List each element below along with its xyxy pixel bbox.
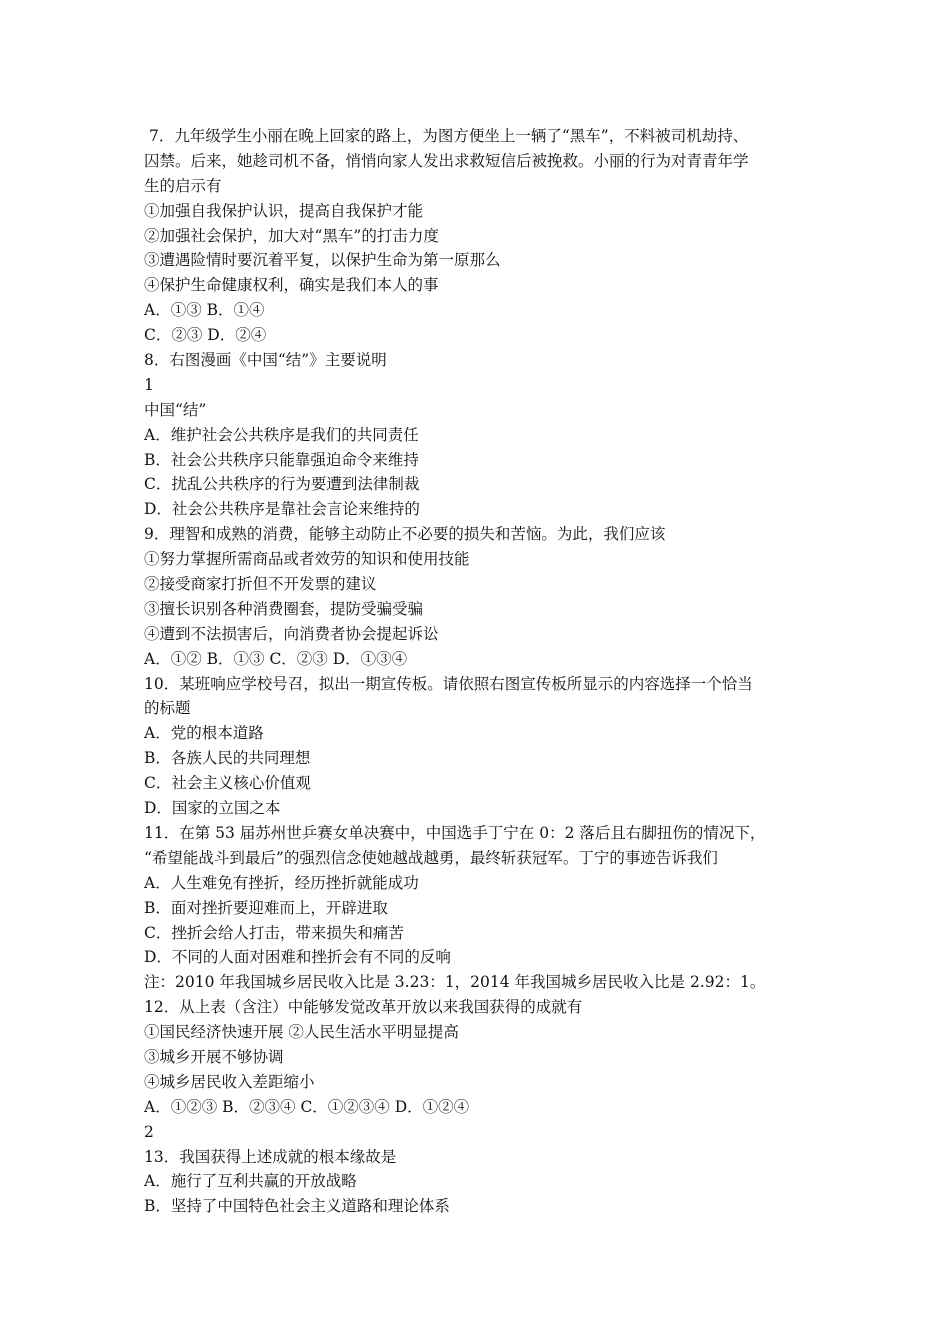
q10-option-b: B．各族人民的共同理想 (144, 749, 311, 768)
q12-item-3: ③城乡开展不够协调 (144, 1047, 284, 1066)
q10-option-a: A．党的根本道路 (144, 724, 264, 743)
q13-stem: 13．我国获得上述成就的根本缘故是 (144, 1147, 397, 1166)
q11-option-d: D．不同的人面对困难和挫折会有不同的反响 (144, 948, 451, 967)
q13-option-a: A．施行了互利共赢的开放战略 (144, 1172, 357, 1191)
q9-item-3: ③擅长识别各种消费圈套，提防受骗受骗 (144, 599, 424, 618)
q7-item-4: ④保护生命健康权利，确实是我们本人的事 (144, 276, 439, 295)
q11-stem-line-1: 11．在第 53 届苏州世乒赛女单决赛中，中国选手丁宁在 0：2 落后且右脚扭伤的情况下， (144, 823, 766, 842)
q11-option-c: C．挫折会给人打击，带来损失和痛苦 (144, 923, 404, 942)
q13-option-b: B．坚持了中国特色社会主义道路和理论体系 (144, 1197, 450, 1216)
q8-option-a: A．维护社会公共秩序是我们的共同责任 (144, 425, 419, 444)
q8-option-c: C．扰乱公共秩序的行为要遭到法律制裁 (144, 475, 420, 494)
page-number: 2 (144, 1122, 154, 1141)
q7-options-ab: A．①③ B．①④ (144, 301, 265, 320)
q7-options-cd: C．②③ D．②④ (144, 326, 267, 345)
q10-stem-line-2: 的标题 (144, 699, 191, 718)
document-body (144, 124, 824, 1219)
q7-stem-line-1: 7．九年级学生小丽在晚上回家的路上，为图方便坐上一辆了“黑车”，不料被司机劫持、 (149, 127, 749, 145)
q12-options: A．①②③ B．②③④ C．①②③④ D．①②④ (144, 1097, 470, 1116)
q12-stem: 12．从上表（含注）中能够发觉改革开放以来我国获得的成就有 (144, 998, 583, 1017)
q9-options: A．①② B．①③ C．②③ D．①③④ (144, 649, 408, 668)
table-note: 注：2010 年我国城乡居民收入比是 3.23：1，2014 年我国城乡居民收入比是 2.92：1。 (144, 973, 766, 992)
q10-stem-line-1: 10．某班响应学校号召，拟出一期宣传板。请依照右图宣传板所显示的内容选择一个恰当 (144, 674, 753, 693)
q10-option-c: C．社会主义核心价值观 (144, 774, 311, 793)
q7-item-2: ②加强社会保护，加大对“黑车”的打击力度 (144, 226, 439, 245)
q11-option-b: B．面对挫折要迎难而上，开辟进取 (144, 898, 388, 917)
q7-stem-line-3: 生的启示有 (144, 176, 222, 195)
q9-item-4: ④遭到不法损害后，向消费者协会提起诉讼 (144, 624, 439, 643)
q7-item-3: ③遭遇险情时要沉着平复，以保护生命为第一原那么 (144, 251, 501, 270)
q10-option-d: D．国家的立国之本 (144, 799, 281, 818)
q12-item-4: ④城乡居民收入差距缩小 (144, 1072, 315, 1091)
q9-item-1: ①努力掌握所需商品或者效劳的知识和使用技能 (144, 550, 470, 569)
q7-item-1: ①加强自我保护认识，提高自我保护才能 (144, 201, 424, 220)
q9-item-2: ②接受商家打折但不开发票的建议 (144, 575, 377, 594)
q8-stem: 8．右图漫画《中国“结”》主要说明 (144, 351, 387, 370)
q9-stem: 9．理智和成熟的消费，能够主动防止不必要的损失和苦恼。为此，我们应该 (144, 525, 666, 544)
q8-option-b: B．社会公共秩序只能靠强迫命令来维持 (144, 450, 419, 469)
page-number: 1 (144, 375, 154, 394)
q11-option-a: A．人生难免有挫折，经历挫折就能成功 (144, 873, 419, 892)
q7-stem-line-2: 囚禁。后来，她趁司机不备，悄悄向家人发出求救短信后被挽救。小丽的行为对青青年学 (144, 151, 749, 170)
q11-stem-line-2: “希望能战斗到最后”的强烈信念使她越战越勇，最终斩获冠军。丁宁的事迹告诉我们 (144, 848, 718, 867)
q8-option-d: D．社会公共秩序是靠社会言论来维持的 (144, 500, 420, 519)
q12-items-1-2: ①国民经济快速开展 ②人民生活水平明显提高 (144, 1023, 459, 1042)
q8-caption: 中国“结” (144, 400, 207, 419)
